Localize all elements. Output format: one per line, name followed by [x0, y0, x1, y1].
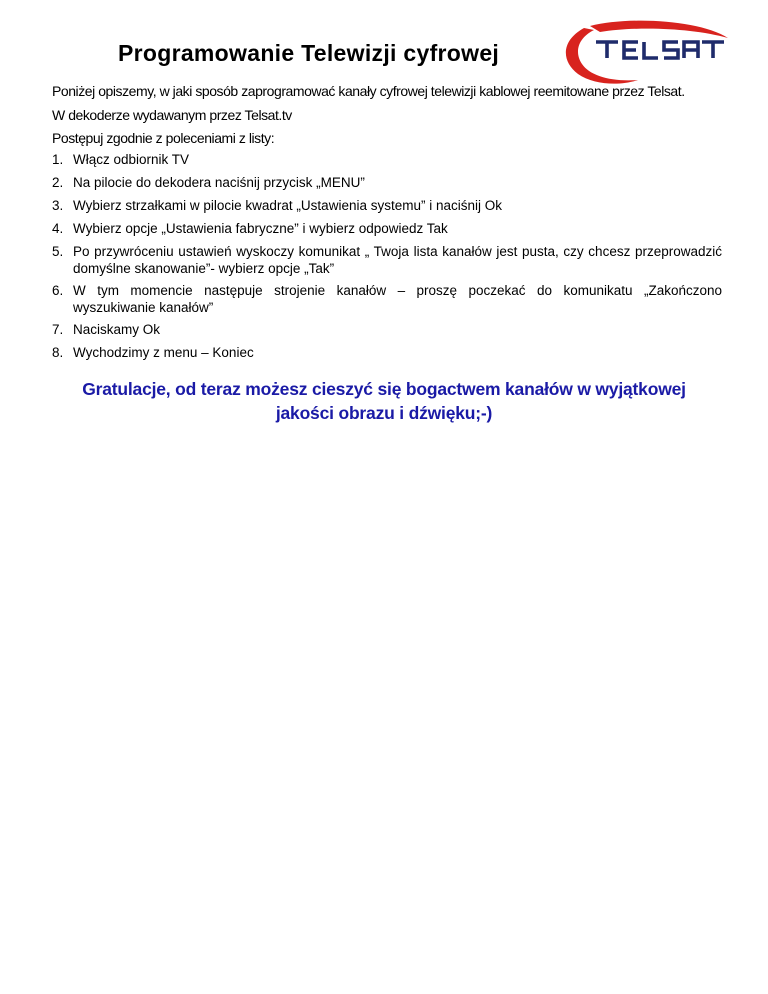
step-number: 3. — [52, 198, 64, 213]
congratulations-line-2: jakości obrazu i dźwięku;-) — [275, 403, 493, 423]
step-number: 5. — [52, 244, 64, 259]
step-number: 6. — [52, 283, 64, 298]
step-text: Na pilocie do dekodera naciśnij przycisk „MENU” — [73, 175, 365, 190]
step-text: Wychodzimy z menu – Koniec — [73, 345, 254, 360]
intro-line-3: Postępuj zgodnie z poleceniami z listy: — [52, 130, 275, 146]
step-number: 2. — [52, 175, 64, 190]
document-title: Programowanie Telewizji cyfrowej — [118, 40, 500, 66]
step-number: 7. — [52, 322, 64, 337]
telsat-logo — [560, 18, 730, 90]
step-text: Wybierz opcje „Ustawienia fabryczne” i wybierz odpowiedz Tak — [73, 221, 448, 236]
logo-letters — [596, 42, 724, 58]
list-item — [52, 174, 722, 191]
step-number: 8. — [52, 345, 64, 360]
logo-swoosh-icon — [566, 28, 638, 84]
list-item — [52, 220, 722, 237]
step-number: 4. — [52, 221, 64, 236]
list-item — [52, 344, 722, 361]
step-text: Naciskamy Ok — [73, 322, 161, 337]
list-item — [52, 282, 722, 316]
logo-swoosh-top-icon — [590, 21, 728, 38]
step-text: Wybierz strzałkami w pilocie kwadrat „Ustawienia systemu” i naciśnij Ok — [73, 198, 502, 213]
congratulations-line-1: Gratulacje, od teraz możesz cieszyć się bogactwem kanałów w wyjątkowej — [82, 379, 686, 399]
step-text: W tym momencie następuje strojenie kanałów – proszę poczekać do komunikatu „Zakończono wyszukiwanie kanałów” — [73, 283, 722, 315]
telsat-logo-graphic — [560, 18, 730, 90]
intro-line-1: Poniżej opiszemy, w jaki sposób zaprogramować kanały cyfrowej telewizji kablowej reemitowane przez Telsat. — [52, 83, 685, 99]
step-text: Po przywróceniu ustawień wyskoczy komunikat „ Twoja lista kanałów jest pusta, czy chcesz przeprowadzić domyślne skanowanie”- wybierz opcje „Tak” — [73, 244, 722, 276]
document-header — [0, 0, 768, 90]
congratulations-message — [60, 377, 708, 425]
step-number: 1. — [52, 152, 64, 167]
list-item — [52, 243, 722, 277]
step-text: Włącz odbiornik TV — [73, 152, 190, 167]
list-item — [52, 197, 722, 214]
list-item — [52, 151, 722, 168]
intro-line-2: W dekoderze wydawanym przez Telsat.tv — [52, 107, 292, 123]
list-item — [52, 321, 722, 338]
